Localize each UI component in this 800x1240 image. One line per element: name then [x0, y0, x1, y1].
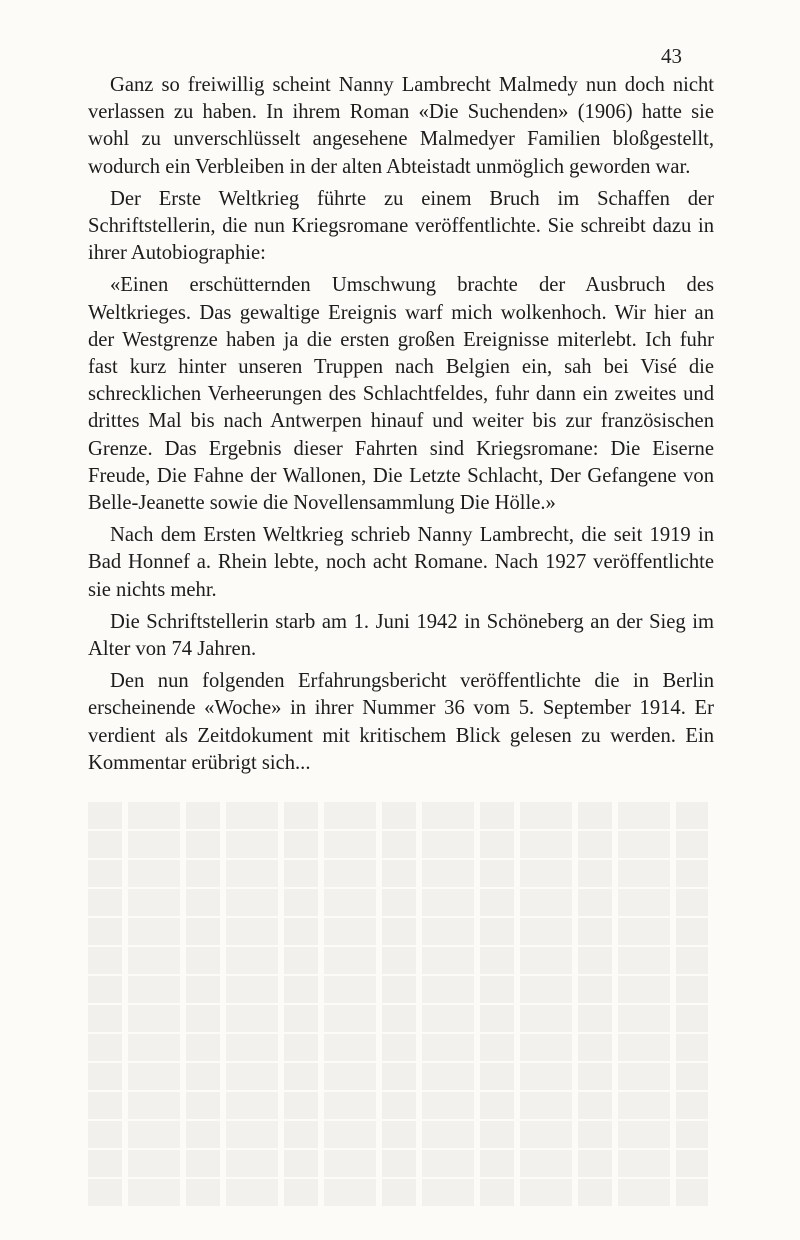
- paragraph-3-quote: «Einen erschütternden Umschwung brachte der Ausbruch des Weltkrieges. Das gewaltige Ereignis warf mich wolkenhoch. Wir hier an der Westgrenze haben ja die ersten großen Ereignisse miterlebt. Ich fuhr fast kurz hinter unseren Truppen nach Belgien ein, sah bei Visé die schrecklichen Verheerungen des Schlachtfeldes, fuhr dann ein zweites und drittes Mal bis nach Antwerpen hinauf und weiter bis zur französischen Grenze. Das Ergebnis dieser Fahrten sind Kriegsromane: Die Eiserne Freude, Die Fahne der Wallonen, Die Letzte Schlacht, Der Gefangene von Belle-Jeanette sowie die Novellensammlung Die Hölle.»: [88, 274, 714, 515]
- paragraph-5: Die Schriftstellerin starb am 1. Juni 1942 in Schöneberg an der Sieg im Alter von 74 Jahren.: [88, 610, 714, 661]
- body-text: [88, 72, 714, 782]
- paragraph-4: Nach dem Ersten Weltkrieg schrieb Nanny Lambrecht, die seit 1919 in Bad Honnef a. Rhein lebte, noch acht Romane. Nach 1927 veröffentlichte sie nichts mehr.: [88, 524, 714, 601]
- paragraph-2: Der Erste Weltkrieg führte zu einem Bruch im Schaffen der Schriftstellerin, die nun Kriegsromane veröffentlichte. Sie schreibt dazu in ihrer Autobiographie:: [88, 187, 714, 265]
- page-number: 43: [661, 44, 682, 68]
- paragraph-6: Den nun folgenden Erfahrungsbericht veröffentlichte die in Berlin erscheinende «Woche» in ihrer Nummer 36 vom 5. September 1914. Er verdient als Zeitdokument mit kritischem Blick gelesen zu werden. Ein Kommentar erübrigt sich...: [88, 670, 714, 774]
- reverse-page-bleed-through: [88, 800, 708, 1206]
- paragraph-1: Ganz so freiwillig scheint Nanny Lambrecht Malmedy nun doch nicht verlassen zu haben. In ihrem Roman «Die Suchenden» (1906) hatte sie wohl zu unverschlüsselt angesehene Malmedyer Familien bloßgestellt, wodurch ein Verbleiben in der alten Abteistadt unmöglich geworden war.: [88, 74, 714, 178]
